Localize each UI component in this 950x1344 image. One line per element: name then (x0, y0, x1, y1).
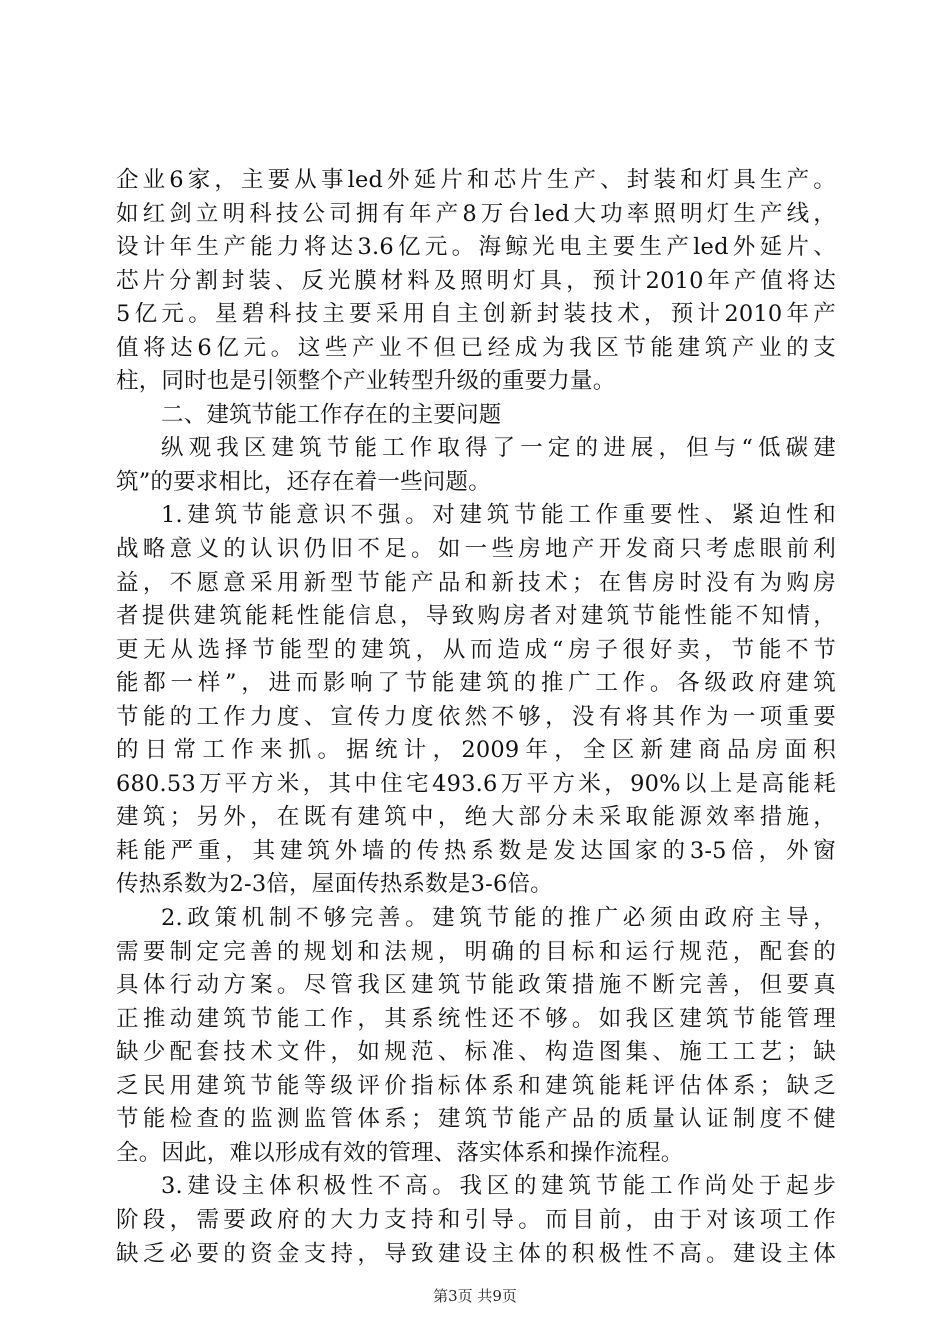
text-line: 建筑；另外，在既有建筑中，绝大部分未采取能源效率措施， (116, 804, 836, 831)
text-line: 需要制定完善的规划和法规，明确的目标和运行规范，配套的 (116, 938, 836, 965)
text-line: 企业6家，主要从事led外延片和芯片生产、封装和灯具生产。 (116, 167, 836, 193)
text-line: 正推动建筑节能工作，其系统性还不够。如我区建筑节能管理 (116, 1005, 836, 1032)
document-body (116, 164, 836, 1271)
text-line: 全。因此，难以形成有效的管理、落实体系和操作流程。 (116, 1139, 684, 1166)
text-line: 筑”的要求相比，还存在着一些问题。 (116, 468, 491, 495)
text-line: 如红剑立明科技公司拥有年产8万台led大功率照明灯生产线， (116, 200, 836, 227)
text-line: 2.政策机制不够完善。建筑节能的推广必须由政府主导， (161, 905, 836, 932)
text-line: 耗能严重，其建筑外墙的传热系数是发达国家的3-5倍，外窗 (116, 837, 836, 864)
text-line: 680.53万平方米，其中住宅493.6万平方米，90%以上是高能耗 (116, 770, 836, 797)
text-line: 传热系数为2-3倍，屋面传热系数是3-6倍。 (116, 871, 553, 898)
page-footer: 第3页 共9页 (433, 1287, 517, 1305)
text-line: 芯片分割封装、反光膜材料及照明灯具，预计2010年产值将达 (116, 267, 836, 294)
text-line: 3.建设主体积极性不高。我区的建筑节能工作尚处于起步 (161, 1173, 836, 1200)
text-line: 1.建筑节能意识不强。对建筑节能工作重要性、紧迫性和 (161, 502, 836, 529)
text-line: 更无从选择节能型的建筑，从而造成“房子很好卖，节能不节 (116, 636, 836, 663)
text-line: 乏民用建筑节能等级评价指标体系和建筑能耗评估体系；缺乏 (116, 1072, 836, 1099)
text-line: 的日常工作来抓。据统计，2009年，全区新建商品房面积 (116, 737, 836, 764)
text-line: 战略意义的认识仍旧不足。如一些房地产开发商只考虑眼前利 (116, 536, 836, 563)
text-line: 值将达6亿元。这些产业不但已经成为我区节能建筑产业的支 (116, 334, 836, 361)
text-line: 节能的工作力度、宣传力度依然不够，没有将其作为一项重要 (116, 703, 836, 730)
text-line: 者提供建筑能耗性能信息，导致购房者对建筑节能性能不知情， (116, 603, 836, 630)
text-line: 缺乏必要的资金支持，导致建设主体的积极性不高。建设主体 (116, 1240, 836, 1267)
text-line: 阶段，需要政府的大力支持和引导。而目前，由于对该项工作 (116, 1206, 836, 1233)
text-line: 具体行动方案。尽管我区建筑节能政策措施不断完善，但要真 (116, 972, 836, 999)
text-line: 纵观我区建筑节能工作取得了一定的进展，但与“低碳建 (161, 435, 836, 462)
text-line: 益，不愿意采用新型节能产品和新技术；在售房时没有为购房 (116, 569, 836, 596)
text-line: 缺少配套技术文件，如规范、标准、构造图集、施工工艺；缺 (116, 1039, 836, 1066)
text-line: 二、建筑节能工作存在的主要问题 (161, 401, 502, 428)
text-line: 节能检查的监测监管体系；建筑节能产品的质量认证制度不健 (116, 1106, 836, 1133)
text-line: 柱，同时也是引领整个产业转型升级的重要力量。 (116, 368, 616, 395)
text-line: 能都一样”，进而影响了节能建筑的推广工作。各级政府建筑 (116, 670, 836, 697)
text-line: 设计年生产能力将达3.6亿元。海鲸光电主要生产led外延片、 (116, 234, 836, 261)
text-line: 5亿元。星碧科技主要采用自主创新封装技术，预计2010年产 (116, 301, 836, 328)
